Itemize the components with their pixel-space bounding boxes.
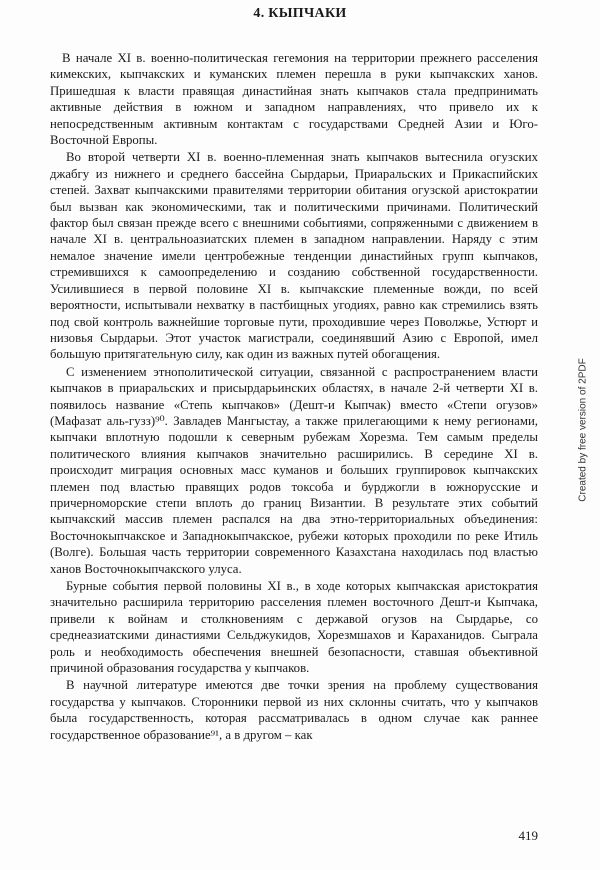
page-title: 4. КЫПЧАКИ [253,6,347,21]
body-text [50,50,538,743]
paragraph-1: В начале XI в. военно-политическая гегемония на территории прежнего расселения кимекских, кыпчакских и куманских племен перешла в руки кыпчакских ханов. Пришедшая к власти правящая династийная знать кыпчаков стала предпринимать активные действия в южном и западном направлениях, что привело их к непосредственным активным контактам с государствами Средней Азии и Юго-Восточной Европы. [50,51,538,148]
paragraph-2: Во второй четверти XI в. военно-племенная знать кыпчаков вытеснила огузских джабгу из нижнего и среднего бассейна Сырдарьи, Приаральских и Прикаспийских степей. Захват кыпчакскими правителями территории обитания огузской аристократии был вызван как экономическими, так и политическими причинами. Политический фактор был связан прежде всего с внешними событиями, сопряженными с движением в начале XI в. центральноазиатских племен в западном направлении. Наряду с этим немалое значение имели центробежные тенденции династийных групп кыпчаков, стремившихся к самоопределению и созданию собственной государственности. Усилившиеся в первой половине XI в. кыпчакские племенные вожди, по всей вероятности, испытывали нехватку в пастбищных угодиях, равно как стремились взять под свой контроль важнейшие торговые пути, проходившие через Поволжье, Устюрт и низовья Сырдарьи. Этот участок магистрали, соединявший Азию с Европой, имел большую притягательную силу, как один из важных путей обогащения. [50,150,538,362]
page-number: 419 [518,828,538,843]
watermark-text: Created by free version of 2PDF [577,358,589,502]
paragraph-4: Бурные события первой половины XI в., в ходе которых кыпчакская аристократия значительно расширила территорию расселения племен восточного Дешт-и Кыпчака, привели к войнам и столкновениям с державой огузов на Сырдарье, со среднеазиатскими династиями Сельджукидов, Хорезмшахов и Караханидов. Сыграла роль и необходимость обеспечения внешней безопасности, ставшая объективной причиной образования государства у кыпчаков. [50,579,538,676]
paragraph-3: С изменением этнополитической ситуации, связанной с распространением власти кыпчаков в приаральских и присырдарьинских областях, в начале 2-й четверти XI в. появилось название «Степь кыпчаков» (Дешт-и Кыпчак) вместо «Степи огузов» (Мафазат аль-гузз)⁹⁰. Завладев Мангыстау, а также прилегающими к нему регионами, кыпчаки вплотную подошли к северным рубежам Хорезма. Тем самым пределы политического влияния кыпчаков значительно расширились. В середине XI в. происходит миграция основных масс куманов и больших группировок кыпчакских племен под властью правящих родов токсоба и бурджогли в южнорусские и причерноморские степи вплоть до границ Византии. В результате этих событий кыпчакский массив племен распался на два этно-территориальных объединения: Восточнокыпчакское и Западнокыпчакское, рубежи которых проходили по реке Итиль (Волге). Большая часть территории современного Казахстана находилась под властью ханов Восточнокыпчакского улуса. [50,364,538,576]
paragraph-5: В научной литературе имеются две точки зрения на проблему существования государства у кыпчаков. Сторонники первой из них склонны считать, что у кыпчаков была государственность, которая рассматривалась в одном случае как раннее государственное образование⁹¹, а в другом – как [50,678,538,742]
